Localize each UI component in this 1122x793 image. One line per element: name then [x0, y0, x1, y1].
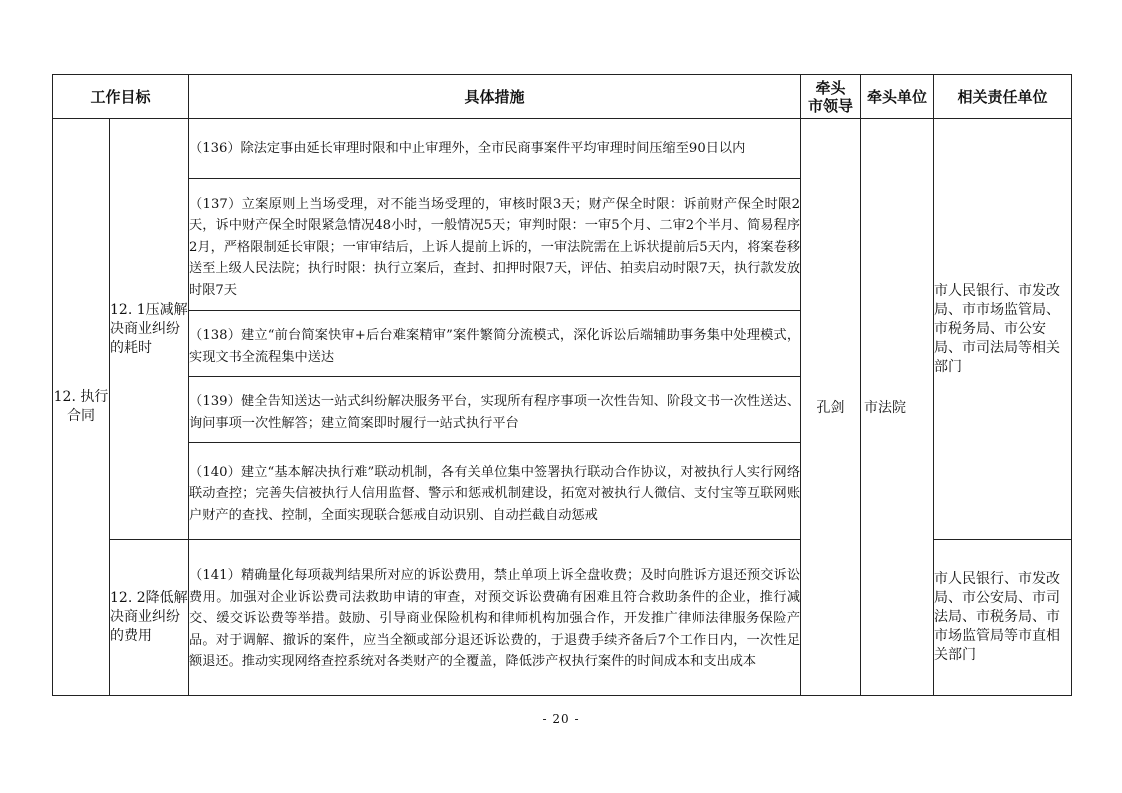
header-lead-unit: 牵头单位 [861, 75, 934, 119]
measure-item: （140）建立“基本解决执行难”联动机制，各有关单位集中签署执行联动合作协议，对被执行人实行网络联动查控；完善失信被执行人信用监督、警示和惩戒机制建设，拓宽对被执行人微信、支付宝等互联网账户财产的查找、控制，全面实现联合惩戒自动识别、自动拦截自动惩戒 [189, 443, 801, 540]
header-goal: 工作目标 [53, 75, 189, 119]
lead-unit: 市法院 [861, 119, 934, 696]
related-units: 市人民银行、市发改局、市市场监管局、市税务局、市公安局、市司法局等相关部门 [934, 119, 1072, 540]
related-units: 市人民银行、市发改局、市公安局、市司法局、市税务局、市市场监管局等市直相关部门 [934, 540, 1072, 696]
header-measures: 具体措施 [189, 75, 801, 119]
header-row [53, 75, 1072, 119]
sub-goal-name: 12. 1压减解 决商业纠纷 的耗时 [110, 119, 189, 540]
header-leader: 牵头 市领导 [801, 75, 861, 119]
measure-item: （139）健全告知送达一站式纠纷解决服务平台，实现所有程序事项一次性告知、阶段文书一次性送达、询问事项一次性解答；建立简案即时履行一站式执行平台 [189, 377, 801, 443]
measure-item: （141）精确量化每项裁判结果所对应的诉讼费用，禁止单项上诉全盘收费；及时向胜诉方退还预交诉讼费用。加强对企业诉讼费司法救助申请的审查，对预交诉讼费确有困难且符合救助条件的企业，推行减交、缓交诉讼费等举措。鼓励、引导商业保险机构和律师机构加强合作，开发推广律师法律服务保险产品。对于调解、撤诉的案件，应当全额或部分退还诉讼费的，于退费手续齐备后7个工作日内，一次性足额退还。推动实现网络查控系统对各类财产的全覆盖，降低涉产权执行案件的时间成本和支出成本 [189, 540, 801, 696]
work-target-table [52, 74, 1072, 696]
leader-name: 孔剑 [801, 119, 861, 696]
measure-item: （137）立案原则上当场受理，对不能当场受理的，审核时限3天；财产保全时限：诉前财产保全时限2天，诉中财产保全时限紧急情况48小时，一般情况5天；审判时限：一审5个月、二审2个半月、简易程序2月，严格限制延长审限；一审审结后，上诉人提前上诉的，一审法院需在上诉状提前后5天内，将案卷移送至上级人民法院；执行时限：执行立案后，查封、扣押时限7天，评估、拍卖启动时限7天，执行款发放时限7天 [189, 179, 801, 311]
page-number: - 20 - [542, 712, 580, 726]
table-row [53, 119, 1072, 179]
measure-item: （136）除法定事由延长审理时限和中止审理外，全市民商事案件平均审理时间压缩至90日以内 [189, 119, 801, 179]
goal-name: 12. 执行 合同 [53, 119, 110, 696]
measure-item: （138）建立“前台简案快审+后台难案精审”案件繁简分流模式，深化诉讼后端辅助事务集中处理模式，实现文书全流程集中送达 [189, 311, 801, 377]
header-related-units: 相关责任单位 [934, 75, 1072, 119]
sub-goal-name: 12. 2降低解 决商业纠纷 的费用 [110, 540, 189, 696]
